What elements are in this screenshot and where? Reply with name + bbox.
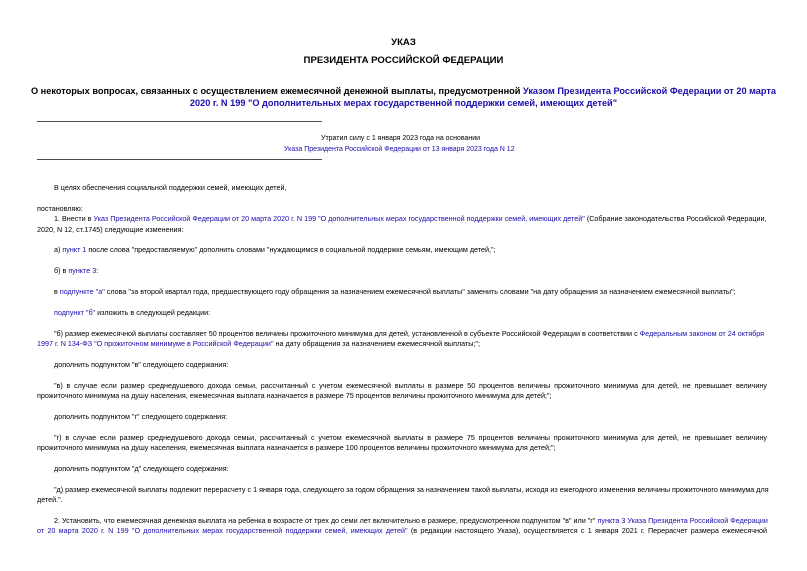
sub-d-line1: "д) размер ежемесячной выплаты подлежит перерасчету с 1 января года, следующего за годом обращения за назначением такой выплаты, исходя из ежегодного изменения величины прожиточного минимума для — [54, 485, 769, 494]
link-point-3[interactable]: пункте 3 — [68, 266, 97, 275]
status-note-link[interactable]: Указа Президента Российской Федерации от 13 января 2023 года N 12 — [284, 146, 515, 153]
add-sub-g: дополнить подпунктом "г" следующего содержания: — [54, 412, 228, 421]
para-2-line2: от 20 марта 2020 г. N 199 "О дополнительных мерах государственной поддержки семей, имеющих детей" (в редакции настоящего Указа), осуществляется с 1 января 2021 г. Перерасчет размера ежемесячной — [37, 526, 768, 535]
divider-top — [37, 121, 322, 122]
link-subpoint-b[interactable]: подпункт "б" — [54, 308, 96, 317]
doc-subject-text: О некоторых вопросах, связанных с осуществлением ежемесячной денежной выплаты, предусмотренной — [30, 86, 521, 96]
doc-title: УКАЗ — [391, 37, 416, 48]
sub-v-line1: "в) в случае если размер среднедушевого дохода семьи, рассчитанный с учетом ежемесячной выплаты в размере 50 процентов величины прожиточного минимума для детей, не превышает величину — [54, 381, 767, 390]
sub-g-line1: "г) в случае если размер среднедушевого дохода семьи, рассчитанный с учетом ежемесячной выплаты в размере 75 процентов величины прожиточного минимума для детей, не превышает величину — [54, 433, 767, 442]
para-a: а) пункт 1 после слова "предоставляемую" дополнить словами "нуждающимся в социальной поддержке семьям, имеющим детей,"; — [54, 245, 496, 254]
subject-link-decree-199[interactable]: Указом Президента Российской Федерации от 20 марта — [522, 86, 777, 96]
sub-d-line2: детей.". — [37, 495, 63, 504]
para-2-line1: 2. Установить, что ежемесячная денежная выплата на ребенка в возрасте от трех до семи лет включительно в размере, предусмотренном подпунктом "в" или "г" пункта 3 Указа Президента Российской Федерации — [54, 516, 768, 525]
doc-title-issuer: ПРЕЗИДЕНТА РОССИЙСКОЙ ФЕДЕРАЦИИ — [303, 55, 504, 66]
para-1-line2: 2020, N 12, ст.1745) следующие изменения: — [37, 225, 184, 234]
subject-link-decree-199-cont[interactable]: 2020 г. N 199 "О дополнительных мерах государственной поддержки семей, имеющих детей" — [189, 98, 618, 108]
sub-v-line2: прожиточного минимума на душу населения, ежемесячная выплата назначается в размере 75 процентов величины прожиточного минимума для детей;"; — [37, 391, 552, 400]
divider-bottom — [37, 159, 322, 160]
doc-subject-line2 — [0, 98, 807, 109]
para-b-text-line1: "б) размер ежемесячной выплаты составляет 50 процентов величины прожиточного минимума для детей, установленной в субъекте Российской Федерации в соответствии с Федеральным законом от 24 октября — [54, 329, 765, 338]
link-federal-law-134[interactable]: Федеральным законом от 24 октября — [639, 329, 765, 338]
para-b-text-line2: 1997 г. N 134-ФЗ "О прожиточном минимуме в Российской Федерации" на дату обращения за назначением ежемесячной выплаты;"; — [37, 339, 481, 348]
link-federal-law-134-cont[interactable]: 1997 г. N 134-ФЗ "О прожиточном минимуме в Российской Федерации" — [37, 339, 274, 348]
link-decree-199[interactable]: Указ Президента Российской Федерации от 20 марта 2020 г. N 199 "О дополнительных мерах государственной поддержки семей, имеющих детей" — [93, 214, 585, 223]
decree-word: постановляю: — [37, 204, 83, 213]
para-1-line1: 1. Внести в Указ Президента Российской Федерации от 20 марта 2020 г. N 199 "О дополнительных мерах государственной поддержки семей, имеющих детей" (Собрание законодательства Российской Федерации, — [54, 214, 767, 223]
status-note: Утратил силу с 1 января 2023 года на основании — [321, 135, 481, 142]
link-subpoint-a[interactable]: подпункте "а" — [59, 287, 105, 296]
preamble: В целях обеспечения социальной поддержки семей, имеющих детей, — [54, 183, 287, 192]
add-sub-d: дополнить подпунктом "д" следующего содержания: — [54, 464, 229, 473]
doc-subject-line1 — [0, 86, 807, 97]
sub-g-line2: прожиточного минимума на душу населения, ежемесячная выплата назначается в размере 100 процентов величины прожиточного минимума для детей;"; — [37, 443, 556, 452]
para-b: б) в пункте 3: — [54, 266, 99, 275]
link-decree-199-cont[interactable]: от 20 марта 2020 г. N 199 "О дополнительных мерах государственной поддержки семей, имеющих детей" — [37, 526, 408, 535]
add-sub-v: дополнить подпунктом "в" следующего содержания: — [54, 360, 229, 369]
link-point-3-decree-199[interactable]: пункта 3 Указа Президента Российской Федерации — [597, 516, 768, 525]
para-b-sub-b: подпункт "б" изложить в следующей редакции: — [54, 308, 211, 317]
link-point-1[interactable]: пункт 1 — [62, 245, 87, 254]
para-b-sub-a: в подпункте "а" слова "за второй квартал года, предшествующего году обращения за назначением ежемесячной выплаты" заменить словами "на дату обращения за назначением ежемесячной выплаты"; — [54, 287, 736, 296]
